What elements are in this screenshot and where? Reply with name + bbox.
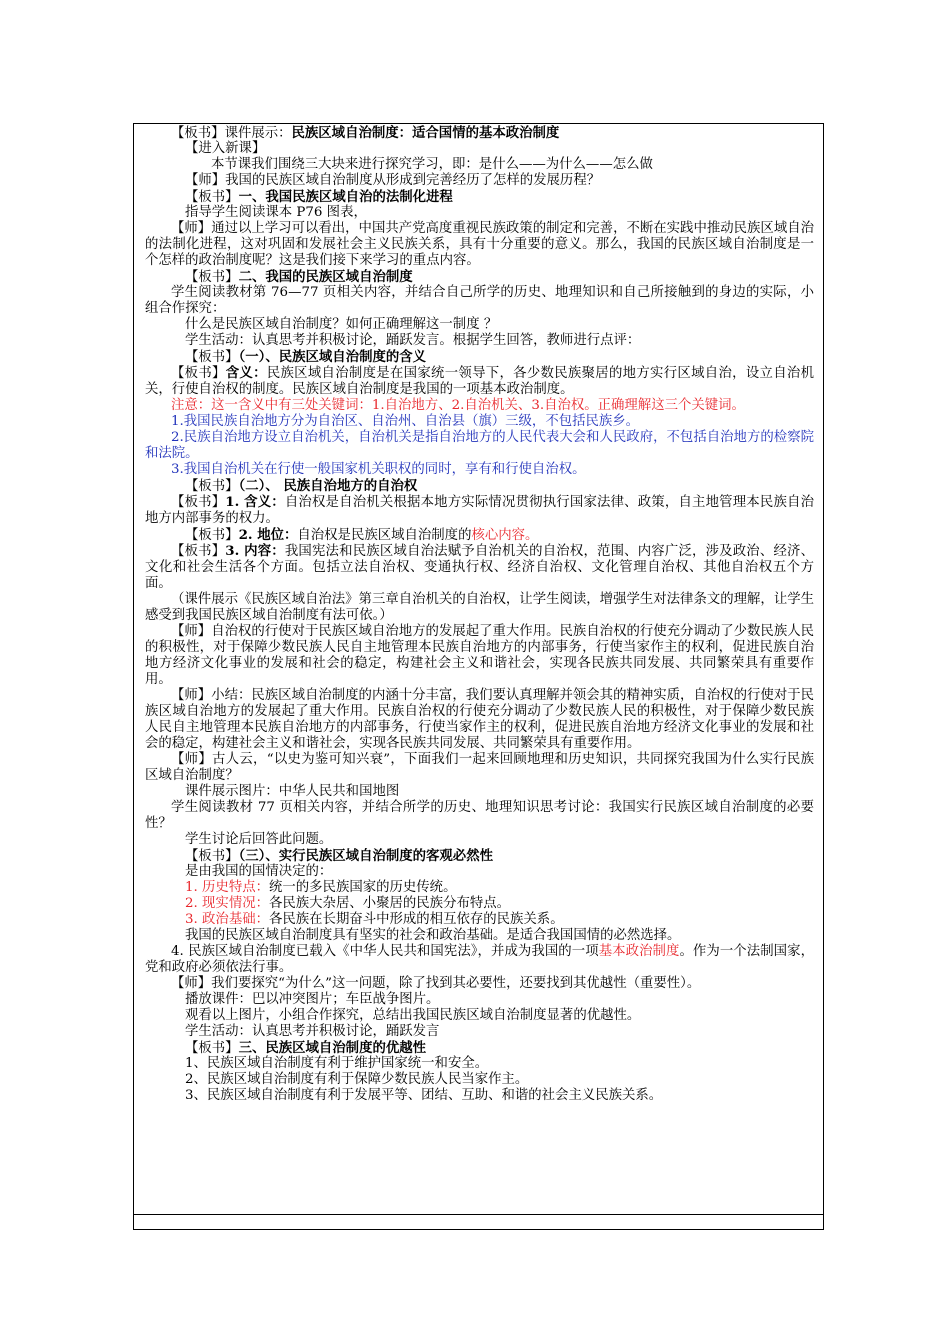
term: 3. 内容： <box>225 543 285 559</box>
text: 。作为一个法制国家，党和政府必须依法行事。 <box>145 944 814 975</box>
line-observe: 观看以上图片，小组合作探究，总结出我国民族区域自治制度显著的优越性。 <box>185 1008 641 1023</box>
text: 我国宪法和民族区域自治法赋予自治机关的自治权，范围、内容广泛，涉及政治、经济、文化和社会生活各个方面。包括立法自治权、变通执行权、经济自治权、文化管理自治权、其他自治权五个方面。 <box>145 544 814 591</box>
para-teacher-3: 【师】古人云，“以史为鉴可知兴衰”，下面我们一起来回顾地理和历史知识，共同探究我国为什么实行民族区域自治制度？ <box>145 752 814 783</box>
board-tag: 【板书】 <box>185 270 239 285</box>
line-map: 课件展示图片：中华人民共和国地图 <box>185 784 400 799</box>
line-play-courseware: 播放课件：巴以冲突图片；车臣战争图片。 <box>185 992 440 1007</box>
line-heading-2-3 <box>145 848 814 864</box>
board-tag: 【板书】 <box>185 849 239 864</box>
heading: 一、我国民族区域自治的法制化进程 <box>238 189 453 205</box>
lesson-table <box>133 123 824 1230</box>
para-teacher-1: 【师】通过以上学习可以看出，中国共产党高度重视民族政策的制定和完善，不断在实践中推动民族区域自治的法制化进程，这对巩固和发展社会主义民族关系，具有十分重要的意义。那么，我国的民族区域自治制度是一个怎样的政治制度呢？这是我们接下来学习的重点内容。 <box>145 221 814 268</box>
para-note: 注意：这一含义中有三处关键词：1.自治地方、2.自治机关、3.自治权。正确理解这三个关键词。 <box>171 398 745 413</box>
bullet-1: 1.我国民族自治地方分为自治区、自治州、自治县（旗）三级，不包括民族乡。 <box>171 414 640 429</box>
text: 自治权是自治机关根据本地方实际情况贯彻执行国家法律、政策，自主地管理本民族自治地方内部事务的权力。 <box>145 495 814 526</box>
board-tag: 【板书】 <box>171 544 226 559</box>
lesson-content <box>145 125 814 1104</box>
para-teacher-summary: 【师】小结：民族区域自治制度的内涵十分丰富，我们要认真理解并领会其的精神实质，自治权的行使对于民族区域自治地方的发展起了重大作用。民族自治权的行使充分调动了少数民族人民的积极性，对于保障少数民族人民自主地管理本民族自治地方的内部事务，行使当家作主的权利，促进民族自治地方经济文化事业的发展和社会的稳定，构建社会主义和谐社会，实现各民族共同发展、共同繁荣具有重要作用。 <box>145 688 814 751</box>
text: 民族区域自治制度是在国家统一领导下，各少数民族聚居的地方实行区域自治，设立自治机关，行使自治权的制度。民族区域自治制度是我国的一项基本政治制度。 <box>145 366 814 397</box>
board-tag: 【板书】 <box>171 366 226 381</box>
para-constitution <box>145 944 814 976</box>
term: 含义： <box>225 365 267 381</box>
text: 各民族大杂居、小聚居的民族分布特点。 <box>269 896 511 911</box>
bullet-2: 2.民族自治地方设立自治机关，自治机关是指自治地方的人民代表大会和人民政府，不包括自治地方的检察院和法院。 <box>145 430 814 461</box>
table-row-divider <box>134 1214 823 1215</box>
line-discussion: 学生讨论后回答此问题。 <box>185 832 333 847</box>
line-reality <box>145 896 814 912</box>
line-intro: 本节课我们围绕三大块来进行探究学习，即：是什么——为什么——怎么做 <box>211 157 653 172</box>
line-advantage-1: 1、民族区域自治制度有利于维护国家统一和安全。 <box>185 1056 489 1071</box>
line-heading-2-2 <box>145 478 814 494</box>
para-student-read: 学生阅读教材第 76—77 页相关内容，并结合自己所学的历史、地理知识和自己所接触到的身边的实际，小组合作探究： <box>145 285 814 316</box>
board-title: 民族区域自治制度：适合国情的基本政治制度 <box>291 125 560 141</box>
highlight: 1. 历史特点： <box>185 880 269 895</box>
board-tag: 【板书】 <box>185 528 239 543</box>
para-autonomy-content <box>145 543 814 592</box>
para-teacher-4: 【师】我们要探究“为什么”这一问题，除了找到其必要性，还要找到其优越性（重要性）。 <box>171 976 701 991</box>
highlight: 核心内容。 <box>471 528 539 543</box>
text: 课件展示： <box>224 126 292 141</box>
board-tag: 【板书】 <box>185 479 239 494</box>
line-board-title <box>145 125 814 141</box>
board-tag: 【板书】 <box>171 495 226 510</box>
line-autonomy-status <box>145 527 814 543</box>
heading: （一）、民族区域自治制度的含义 <box>238 349 427 365</box>
term: 2. 地位： <box>238 527 298 543</box>
board-tag: 【板书】 <box>185 350 239 365</box>
line-foundation: 我国的民族区域自治制度具有坚实的社会和政治基础。是适合我国国情的必然选择。 <box>185 928 681 943</box>
line-heading-2-1 <box>145 349 814 365</box>
line-activity-2: 学生活动：认真思考并积极讨论，踊跃发言 <box>185 1024 440 1039</box>
line-heading-2 <box>145 269 814 285</box>
text: 自治权是民族区域自治制度的 <box>297 528 472 543</box>
line-advantage-2: 2、民族区域自治制度有利于保障少数民族人民当家作主。 <box>185 1072 529 1087</box>
board-tag: 【板书】 <box>185 190 239 205</box>
line-heading-3 <box>145 1040 814 1056</box>
line-question: 什么是民族区域自治制度？如何正确理解这一制度 ？ <box>185 317 498 332</box>
heading: 三、民族区域自治制度的优越性 <box>238 1040 427 1056</box>
heading: （二）、 民族自治地方的自治权 <box>238 478 418 494</box>
para-student-read-2: 学生阅读教材 77 页相关内容，并结合所学的历史、地理知识思考讨论：我国实行民族区域自治制度的必要性？ <box>145 800 814 831</box>
board-tag: 【板书】 <box>171 126 225 141</box>
para-courseware: （课件展示《民族区域自治法》第三章自治机关的自治权，让学生阅读，增强学生对法律条文的理解，让学生感受到我国民族区域自治制度有法可依。） <box>145 592 814 623</box>
text: 统一的多民族国家的历史传统。 <box>269 880 457 895</box>
line-advantage-3: 3、民族区域自治制度有利于发展平等、团结、互助、和谐的社会主义民族关系。 <box>185 1088 663 1103</box>
term: 1. 含义： <box>225 494 285 510</box>
board-tag: 【板书】 <box>185 1041 239 1056</box>
text: 各民族在长期奋斗中形成的相互依存的民族关系。 <box>269 912 564 927</box>
line-national-conditions: 是由我国的国情决定的： <box>185 864 333 879</box>
line-politics <box>145 912 814 928</box>
heading: 二、我国的民族区域自治制度 <box>238 269 413 285</box>
heading: （三）、实行民族区域自治制度的客观必然性 <box>238 848 493 864</box>
line-history <box>145 880 814 896</box>
para-autonomy-meaning <box>145 494 814 527</box>
line-teacher-question: 【师】我国的民族区域自治制度从形成到完善经历了怎样的发展历程？ <box>185 173 601 188</box>
para-definition <box>145 365 814 398</box>
line-activity: 学生活动：认真思考并积极讨论，踊跃发言。根据学生回答，教师进行点评： <box>185 333 641 348</box>
highlight: 3. 政治基础： <box>185 912 269 927</box>
line-enter-lesson: 【进入新课】 <box>185 141 266 156</box>
text: 4. 民族区域自治制度已载入《中华人民共和国宪法》，并成为我国的一项 <box>171 944 599 959</box>
bullet-3: 3.我国自治机关在行使一般国家机关职权的同时，享有和行使自治权。 <box>171 462 586 477</box>
para-teacher-2: 【师】自治权的行使对于民族区域自治地方的发展起了重大作用。民族自治权的行使充分调动了少数民族人民的积极性，对于保障少数民族人民自主地管理本民族自治地方的内部事务，行使当家作主的权利，促进民族自治地方经济文化事业的发展和社会的稳定，构建社会主义和谐社会，实现各民族共同发展、共同繁荣具有重要作用。 <box>145 624 814 687</box>
highlight: 基本政治制度 <box>598 944 680 959</box>
line-guide: 指导学生阅读课本 P76 图表， <box>185 205 367 220</box>
line-heading-1 <box>145 189 814 205</box>
highlight: 2. 现实情况： <box>185 896 269 911</box>
